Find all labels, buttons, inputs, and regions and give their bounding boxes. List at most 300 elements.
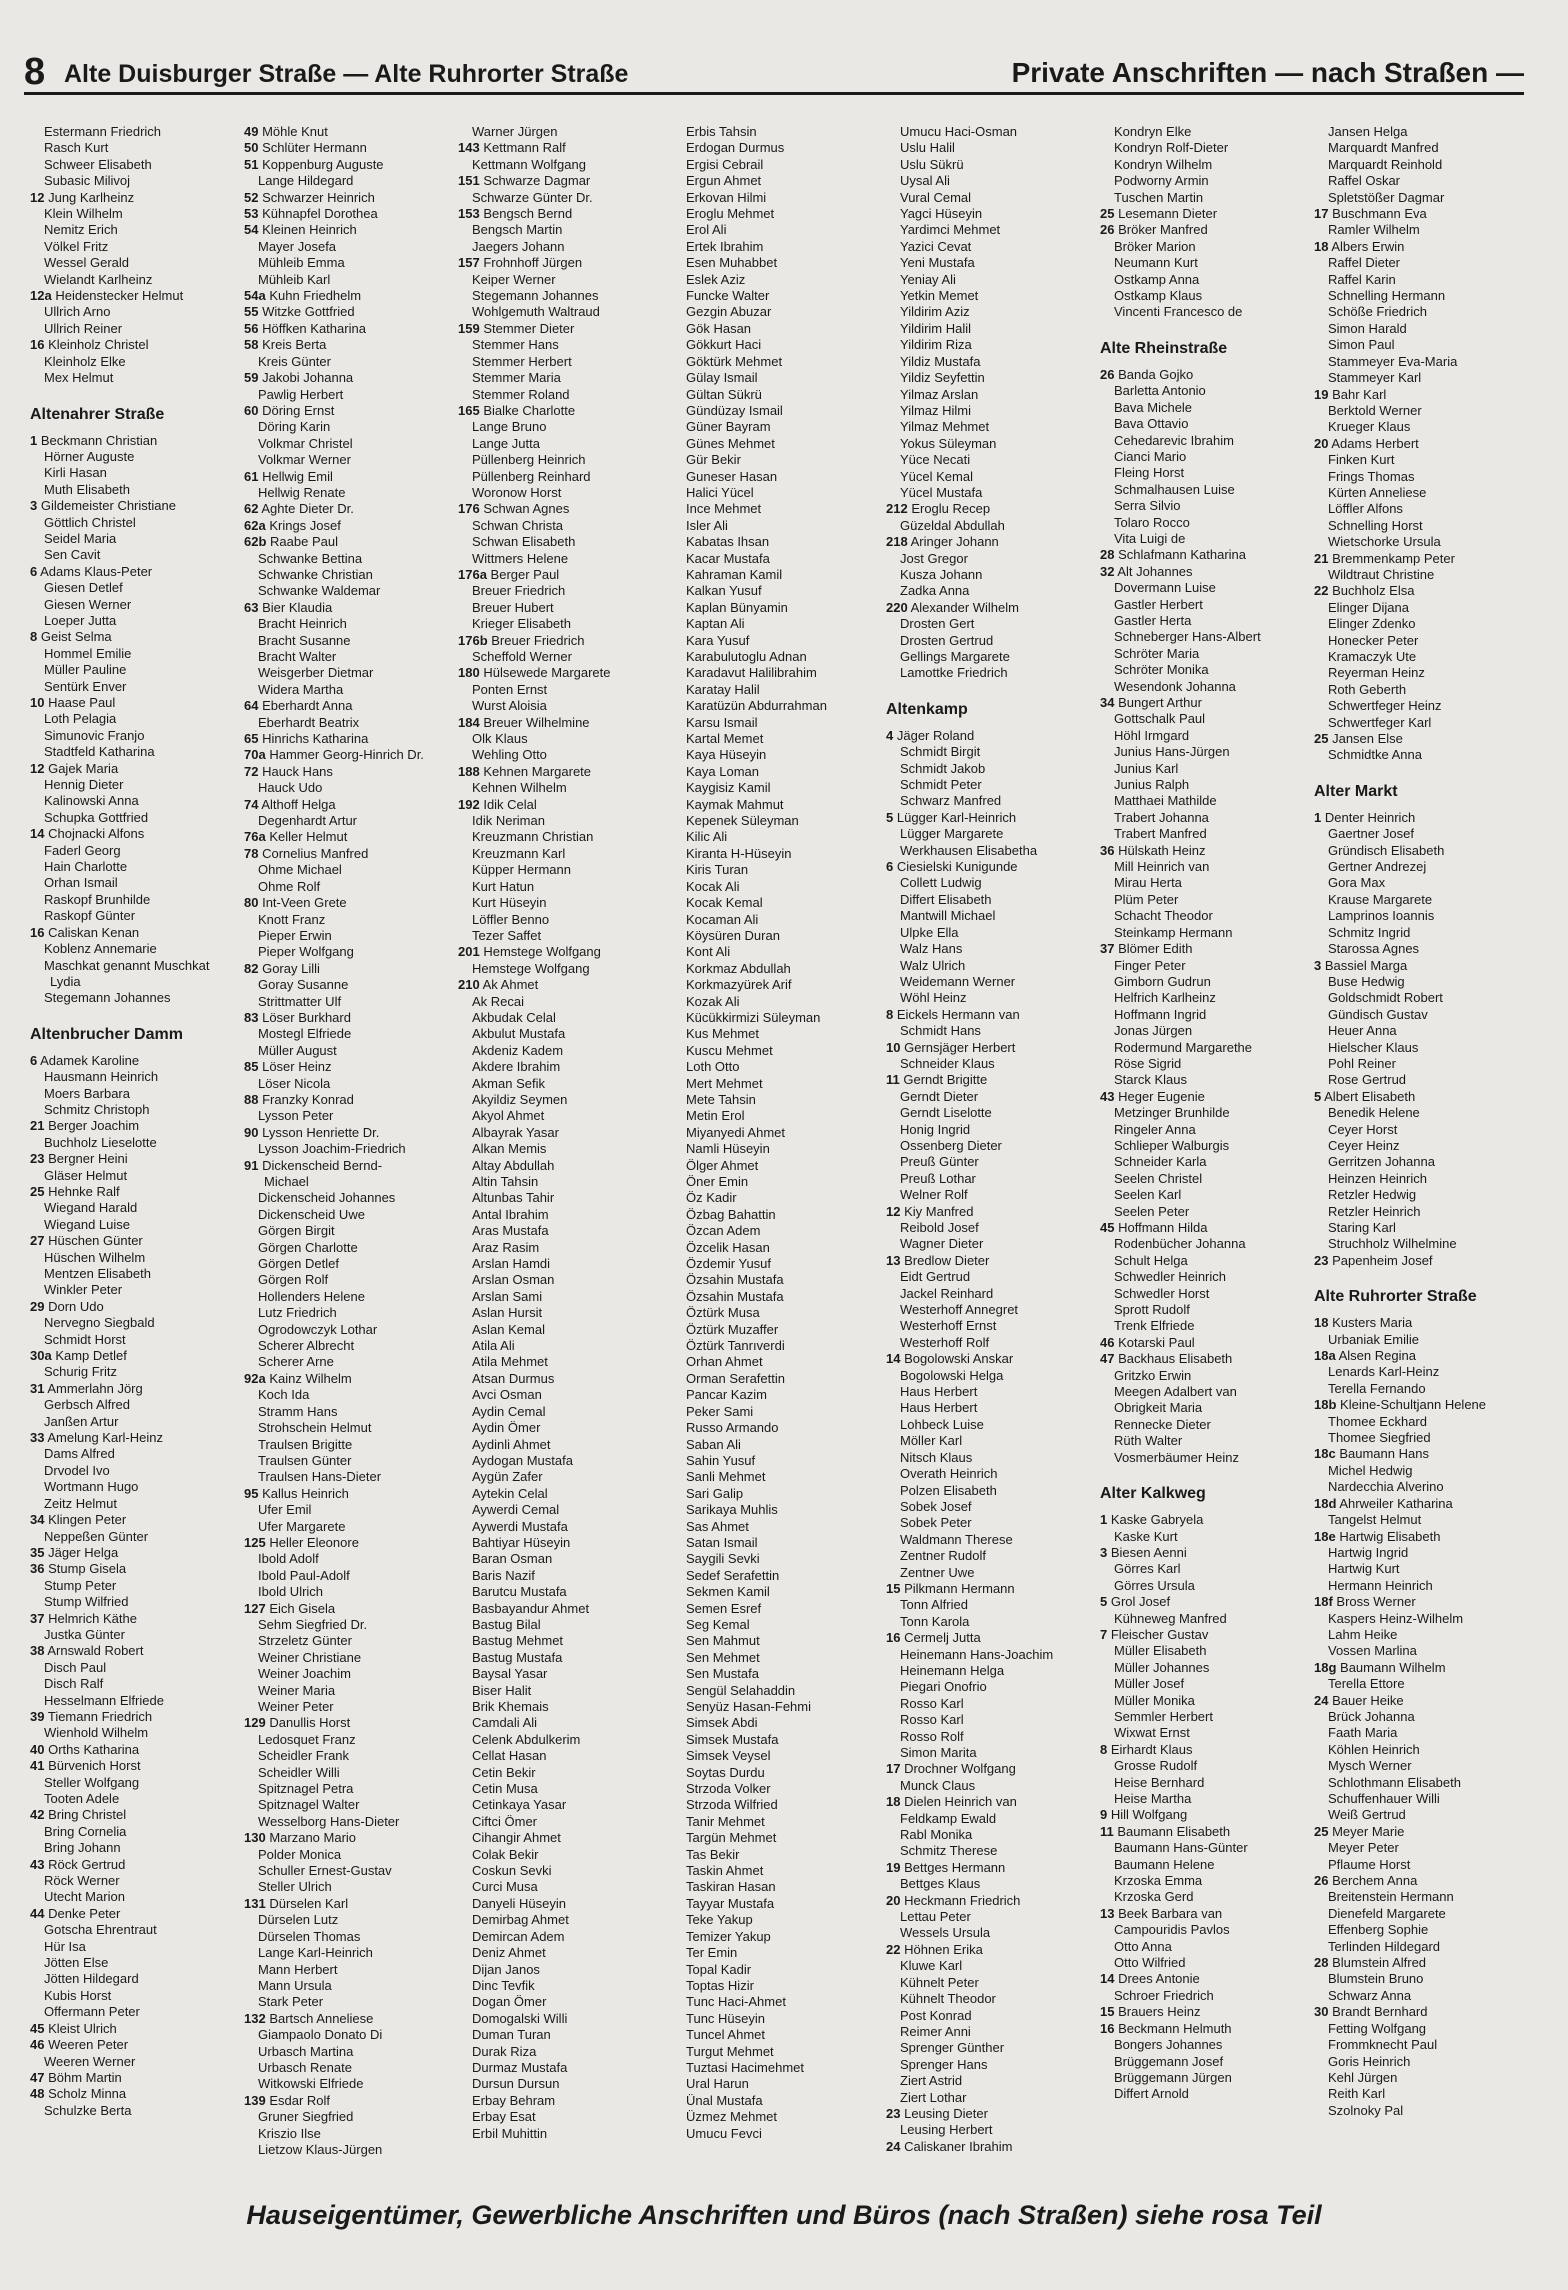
resident-name: Mayer Josefa xyxy=(258,238,337,254)
directory-entry xyxy=(672,222,886,238)
directory-entry xyxy=(244,1420,458,1436)
directory-entry xyxy=(886,843,1100,859)
resident-name: Dursun Dursun xyxy=(472,2076,560,2092)
resident-name: Bier Klaudia xyxy=(262,599,333,615)
directory-entry xyxy=(458,1387,672,1403)
resident-name: Bogolowski Anskar xyxy=(904,1351,1014,1367)
directory-entry xyxy=(886,1286,1100,1302)
resident-name: Görgen Birgit xyxy=(258,1223,335,1239)
resident-name: Yücel Mustafa xyxy=(900,484,983,500)
directory-entry xyxy=(458,1354,672,1370)
directory-entry xyxy=(1100,810,1314,826)
directory-entry xyxy=(672,1092,886,1108)
directory-entry xyxy=(458,1666,672,1682)
directory-entry xyxy=(1314,1122,1528,1138)
directory-entry xyxy=(30,2086,244,2102)
house-number: 76a xyxy=(244,829,266,845)
resident-name: Piegari Onofrio xyxy=(900,1679,987,1695)
directory-entry xyxy=(1314,859,1528,875)
directory-entry xyxy=(1314,567,1528,583)
directory-entry xyxy=(458,633,672,649)
resident-name: Pieper Wolfgang xyxy=(258,944,354,960)
directory-entry xyxy=(1100,124,1314,140)
directory-entry xyxy=(244,255,458,271)
resident-name: Traulsen Brigitte xyxy=(258,1436,353,1452)
directory-entry xyxy=(1100,1709,1314,1725)
directory-entry xyxy=(1314,173,1528,189)
resident-name: Stump Wilfried xyxy=(44,1594,129,1610)
house-number: 14 xyxy=(30,826,45,842)
resident-name: Yilmaz Hilmi xyxy=(900,402,972,418)
resident-name: Breuer Friedrich xyxy=(472,583,566,599)
resident-name: Orhan Ahmet xyxy=(686,1354,763,1370)
directory-entry xyxy=(458,1174,672,1190)
resident-name: Hartwig Ingrid xyxy=(1328,1544,1409,1560)
directory-entry xyxy=(886,583,1100,599)
directory-entry xyxy=(244,206,458,222)
resident-name: Kluwe Karl xyxy=(900,1958,963,1974)
resident-name: Ibold Ulrich xyxy=(258,1584,324,1600)
resident-name: Akbulut Mustafa xyxy=(472,1026,566,1042)
directory-entry xyxy=(458,255,672,271)
resident-name: Erbay Esat xyxy=(472,2109,536,2125)
directory-entry xyxy=(458,1650,672,1666)
directory-entry xyxy=(1100,1171,1314,1187)
directory-entry xyxy=(30,1643,244,1659)
directory-entry xyxy=(886,1876,1100,1892)
resident-name: Tangelst Helmut xyxy=(1328,1512,1422,1528)
resident-name: Krueger Klaus xyxy=(1328,419,1411,435)
directory-entry xyxy=(1100,1122,1314,1138)
resident-name: Drosten Gertrud xyxy=(900,632,994,648)
street-heading: Altenahrer Straße xyxy=(30,405,165,423)
resident-name: Starossa Agnes xyxy=(1328,941,1420,957)
directory-entry xyxy=(672,1568,886,1584)
resident-name: Schacht Theodor xyxy=(1114,908,1213,924)
resident-name: Stemmer Herbert xyxy=(472,353,572,369)
resident-name: Bauer Heike xyxy=(1332,1692,1404,1708)
directory-entry xyxy=(30,629,244,645)
resident-name: Kaspers Heinz-Wilhelm xyxy=(1328,1610,1464,1626)
directory-entry xyxy=(244,124,458,140)
directory-entry xyxy=(672,2011,886,2027)
directory-entry xyxy=(244,1453,458,1469)
directory-entry xyxy=(1100,1643,1314,1659)
directory-entry xyxy=(458,419,672,435)
resident-name: Russo Armando xyxy=(686,1420,779,1436)
house-number: 11 xyxy=(886,1072,900,1088)
resident-name: Tas Bekir xyxy=(686,1846,740,1862)
directory-entry xyxy=(30,711,244,727)
house-number: 15 xyxy=(886,1580,901,1596)
resident-name: Pohl Reiner xyxy=(1328,1055,1396,1071)
directory-entry xyxy=(672,912,886,928)
resident-name: Stemmer Roland xyxy=(472,386,570,402)
house-number: 48 xyxy=(30,2086,45,2102)
directory-entry xyxy=(1314,1791,1528,1807)
resident-name: Pflaume Horst xyxy=(1328,1856,1411,1872)
directory-entry xyxy=(458,1404,672,1420)
resident-name: Schneider Klaus xyxy=(900,1055,995,1071)
resident-name: Ziert Lothar xyxy=(900,2089,967,2105)
resident-name: Erbis Tahsin xyxy=(686,124,757,139)
resident-name: Mysch Werner xyxy=(1328,1758,1412,1774)
resident-name: Namli Hüseyin xyxy=(686,1141,770,1157)
resident-name: Müller Pauline xyxy=(44,662,127,678)
resident-name: Heise Martha xyxy=(1114,1791,1192,1806)
directory-entry xyxy=(1314,990,1528,1006)
directory-entry xyxy=(672,1420,886,1436)
resident-name: Heger Eugenie xyxy=(1118,1088,1205,1104)
resident-name: Özcelik Hasan xyxy=(686,1239,770,1255)
directory-entry xyxy=(1100,157,1314,173)
house-number: 64 xyxy=(244,698,259,714)
directory-entry xyxy=(244,1240,458,1256)
directory-entry xyxy=(244,1272,458,1288)
resident-name: Hellwig Renate xyxy=(258,484,346,500)
directory-entry xyxy=(244,944,458,960)
directory-entry xyxy=(672,1617,886,1633)
directory-entry xyxy=(886,1154,1100,1170)
house-number: 60 xyxy=(244,402,259,418)
directory-entry xyxy=(672,469,886,485)
resident-name: Seg Kemal xyxy=(686,1616,750,1632)
directory-entry xyxy=(672,140,886,156)
resident-name: Sengül Selahaddin xyxy=(686,1682,796,1698)
resident-name: Rasch Kurt xyxy=(44,140,109,156)
directory-entry xyxy=(30,1299,244,1315)
resident-name: Wessels Ursula xyxy=(900,1925,991,1941)
house-number: 82 xyxy=(244,960,259,976)
resident-name: Marzano Mario xyxy=(269,1830,357,1846)
resident-name: Goray Susanne xyxy=(258,977,349,993)
directory-entry xyxy=(1314,534,1528,550)
resident-name: Soytas Durdu xyxy=(686,1764,765,1780)
resident-name: Erbil Muhittin xyxy=(472,2125,548,2141)
directory-entry xyxy=(458,567,672,583)
directory-entry xyxy=(244,698,458,714)
directory-entry xyxy=(30,1693,244,1709)
resident-name: Weiner Joachim xyxy=(258,1666,351,1682)
directory-entry xyxy=(30,482,244,498)
resident-name: Stammeyer Karl xyxy=(1328,370,1422,386)
directory-entry xyxy=(672,1371,886,1387)
resident-name: Raffel Dieter xyxy=(1328,255,1401,271)
resident-name: Gerritzen Johanna xyxy=(1328,1154,1435,1170)
resident-name: Güner Bayram xyxy=(686,419,771,435)
directory-entry xyxy=(244,370,458,386)
directory-entry xyxy=(30,124,244,140)
resident-name: Lysson Peter xyxy=(258,1108,334,1124)
resident-name: Differt Arnold xyxy=(1114,2086,1189,2102)
resident-name: Yildirim Riza xyxy=(900,337,972,353)
resident-name: Lange Bruno xyxy=(472,419,547,435)
resident-name: Eroglu Recep xyxy=(911,501,991,517)
resident-name: Löffler Alfons xyxy=(1328,501,1403,517)
directory-entry xyxy=(1100,908,1314,924)
house-number: 40 xyxy=(30,1741,45,1757)
resident-name: Teke Yakup xyxy=(686,1912,753,1928)
directory-entry xyxy=(1314,600,1528,616)
resident-name: Denter Heinrich xyxy=(1324,809,1416,825)
resident-name: Estermann Friedrich xyxy=(44,124,162,139)
directory-entry xyxy=(672,1338,886,1354)
directory-entry xyxy=(244,551,458,567)
directory-entry xyxy=(886,1581,1100,1597)
directory-entry xyxy=(886,1400,1100,1416)
directory-entry xyxy=(458,1797,672,1813)
resident-name: Gastler Herbert xyxy=(1114,596,1203,612)
directory-entry xyxy=(458,1502,672,1518)
resident-name: Raskopf Brunhilde xyxy=(44,891,151,907)
resident-name: Karatüzün Abdurrahman xyxy=(686,698,827,714)
directory-entry xyxy=(1314,1007,1528,1023)
house-number: 125 xyxy=(244,1534,266,1550)
house-number: 7 xyxy=(1100,1626,1108,1642)
directory-entry xyxy=(886,1778,1100,1794)
house-number: 34 xyxy=(1100,695,1115,710)
resident-name: Berchem Anna xyxy=(1332,1873,1418,1889)
resident-name: Löser Burkhard xyxy=(262,1009,351,1025)
house-number: 55 xyxy=(244,304,259,320)
house-number: 58 xyxy=(244,337,259,353)
directory-entry xyxy=(30,941,244,957)
directory-entry xyxy=(672,583,886,599)
resident-name: Eslek Aziz xyxy=(686,271,746,287)
house-number: 43 xyxy=(1100,1088,1115,1104)
directory-entry xyxy=(1100,1023,1314,1039)
directory-entry xyxy=(886,1745,1100,1761)
resident-name: Kiy Manfred xyxy=(904,1203,974,1219)
resident-name: Erdogan Durmus xyxy=(686,140,785,156)
resident-name: Disch Paul xyxy=(44,1659,107,1675)
directory-entry xyxy=(244,419,458,435)
resident-name: Yilmaz Mehmet xyxy=(900,419,990,435)
resident-name: Steller Wolfgang xyxy=(44,1774,140,1790)
directory-entry xyxy=(1314,1611,1528,1627)
house-number: 180 xyxy=(458,665,480,681)
resident-name: Mirau Herta xyxy=(1114,875,1182,891)
resident-name: Dickenscheid Uwe xyxy=(258,1206,365,1222)
resident-name: Orman Serafettin xyxy=(686,1370,785,1386)
resident-name: Idik Neriman xyxy=(472,813,545,829)
resident-name: Hielscher Klaus xyxy=(1328,1039,1419,1055)
resident-name: Lysson Joachim-Friedrich xyxy=(258,1141,406,1157)
directory-entry xyxy=(1100,1545,1314,1561)
resident-name: Weeren Peter xyxy=(48,2037,129,2053)
directory-entry xyxy=(30,1627,244,1643)
resident-name: Gellings Margarete xyxy=(900,649,1010,664)
house-number: 21 xyxy=(30,1118,45,1134)
resident-name: Baumann Hans xyxy=(1339,1446,1429,1462)
directory-entry xyxy=(30,1709,244,1725)
resident-name: Seelen Christel xyxy=(1114,1170,1203,1186)
resident-name: Isler Ali xyxy=(686,517,728,533)
resident-name: Kühneweg Manfred xyxy=(1114,1610,1227,1626)
resident-name: Atila Ali xyxy=(472,1338,515,1354)
directory-entry xyxy=(1100,1627,1314,1643)
resident-name: Yazici Cevat xyxy=(900,238,972,254)
resident-name: Lettau Peter xyxy=(900,1909,971,1925)
resident-name: Eberhardt Anna xyxy=(262,698,353,714)
directory-entry xyxy=(1100,1922,1314,1938)
directory-entry xyxy=(886,1433,1100,1449)
resident-name: Hammer Georg-Hinrich Dr. xyxy=(269,747,424,763)
directory-entry xyxy=(886,140,1100,156)
resident-name: Cetinkaya Yasar xyxy=(472,1797,567,1813)
resident-name: Bava Ottavio xyxy=(1114,416,1189,432)
house-number: 26 xyxy=(1314,1873,1329,1889)
resident-name: Ullrich Arno xyxy=(44,304,111,320)
directory-entry xyxy=(1100,1138,1314,1154)
directory-entry xyxy=(672,1026,886,1042)
resident-name: Rosso Karl xyxy=(900,1695,964,1711)
directory-entry xyxy=(458,1141,672,1157)
resident-name: Löffler Benno xyxy=(472,911,550,927)
resident-name: Püllenberg Heinrich xyxy=(472,452,586,468)
directory-entry xyxy=(886,810,1100,826)
resident-name: Pancar Kazim xyxy=(686,1387,767,1403)
directory-entry xyxy=(458,1683,672,1699)
directory-entry xyxy=(244,2044,458,2060)
directory-entry xyxy=(244,1814,458,1830)
resident-name: Meyer Peter xyxy=(1328,1840,1399,1856)
resident-name: Löser Heinz xyxy=(262,1059,332,1075)
resident-name: Yüce Necati xyxy=(900,452,971,468)
directory-entry xyxy=(1314,1220,1528,1236)
resident-name: Kettmann Wolfgang xyxy=(472,156,586,172)
house-number: 50 xyxy=(244,140,259,156)
directory-entry xyxy=(1100,695,1314,711)
resident-name: Grol Josef xyxy=(1110,1594,1171,1610)
resident-name: Görgen Detlef xyxy=(258,1256,339,1272)
resident-name: Schlafmann Katharina xyxy=(1118,547,1247,563)
directory-entry xyxy=(30,1217,244,1233)
resident-name: Sehm Siegfried Dr. xyxy=(258,1616,368,1632)
directory-entry xyxy=(1100,1204,1314,1220)
resident-name: Buschmann Eva xyxy=(1332,206,1427,222)
house-number: 88 xyxy=(244,1091,259,1107)
directory-entry xyxy=(672,747,886,763)
directory-entry xyxy=(458,1010,672,1026)
house-number: 10 xyxy=(30,695,45,710)
directory-entry xyxy=(458,354,672,370)
resident-name: Vosmerbäumer Heinz xyxy=(1114,1449,1239,1465)
directory-entry xyxy=(1314,1397,1528,1413)
directory-entry xyxy=(886,2040,1100,2056)
resident-name: Schwarze Günter Dr. xyxy=(472,189,593,205)
directory-entry xyxy=(1314,1072,1528,1088)
resident-name: Lügger Margarete xyxy=(900,826,1004,842)
directory-entry xyxy=(458,1092,672,1108)
resident-name: Jost Gregor xyxy=(900,550,968,566)
directory-entry xyxy=(30,1102,244,1118)
resident-name: Schröter Monika xyxy=(1114,662,1209,678)
house-number: 36 xyxy=(1100,842,1115,858)
street-range-title: Alte Duisburger Straße — Alte Ruhrorter Straße xyxy=(64,60,629,88)
resident-name: Baumann Helene xyxy=(1114,1856,1215,1872)
resident-name: Ibold Adolf xyxy=(258,1551,319,1567)
directory-entry xyxy=(30,1348,244,1364)
resident-name: Degenhardt Artur xyxy=(258,813,358,829)
directory-entry xyxy=(458,813,672,829)
resident-name: Urbasch Renate xyxy=(258,2059,352,2075)
directory-entry xyxy=(1100,2054,1314,2070)
directory-entry xyxy=(886,2139,1100,2155)
resident-name: Cihangir Ahmet xyxy=(472,1830,561,1846)
resident-name: Strohschein Helmut xyxy=(258,1420,372,1436)
resident-name: Durak Riza xyxy=(472,2043,537,2059)
resident-name: Bava Michele xyxy=(1114,399,1193,415)
house-number: 157 xyxy=(458,255,480,271)
directory-entry xyxy=(30,793,244,809)
directory-entry xyxy=(886,2106,1100,2122)
directory-entry xyxy=(30,515,244,531)
directory-entry xyxy=(1100,255,1314,271)
resident-name: Stump Peter xyxy=(44,1577,117,1593)
resident-name: Kuscu Mehmet xyxy=(686,1042,773,1058)
resident-name: Wittmers Helene xyxy=(472,550,569,566)
resident-name: Böhm Martin xyxy=(48,2069,122,2085)
resident-name: Adams Herbert xyxy=(1331,435,1419,451)
directory-entry xyxy=(1100,1253,1314,1269)
resident-name: Kallus Heinrich xyxy=(262,1485,349,1501)
resident-name: Dürselen Karl xyxy=(269,1895,349,1911)
directory-entry xyxy=(458,1043,672,1059)
directory-entry xyxy=(672,2126,886,2142)
directory-entry xyxy=(1314,1988,1528,2004)
directory-entry xyxy=(1100,1269,1314,1285)
resident-name: Krzoska Gerd xyxy=(1114,1889,1194,1905)
house-number: 131 xyxy=(244,1895,266,1911)
directory-entry xyxy=(1314,370,1528,386)
directory-entry xyxy=(672,1732,886,1748)
directory-entry xyxy=(672,1797,886,1813)
directory-entry xyxy=(1100,288,1314,304)
directory-entry xyxy=(672,1108,886,1124)
resident-name: Walz Hans xyxy=(900,941,963,957)
directory-entry xyxy=(886,1056,1100,1072)
directory-entry xyxy=(886,793,1100,809)
directory-entry xyxy=(886,1236,1100,1252)
resident-name: Ölger Ahmet xyxy=(686,1157,759,1173)
resident-name: Leusing Dieter xyxy=(904,2105,988,2121)
directory-entry xyxy=(886,761,1100,777)
resident-name: Benedik Helene xyxy=(1328,1105,1420,1121)
directory-entry xyxy=(458,1453,672,1469)
resident-name: Aras Mustafa xyxy=(472,1223,549,1239)
resident-name: Püllenberg Reinhard xyxy=(472,468,591,484)
directory-entry xyxy=(458,1912,672,1928)
resident-name: Reyerman Heinz xyxy=(1328,665,1425,681)
resident-name: Jäger Helga xyxy=(48,1544,119,1560)
directory-entry xyxy=(458,1305,672,1321)
resident-name: Cianci Mario xyxy=(1114,448,1187,464)
directory-entry xyxy=(458,436,672,452)
directory-column-1 xyxy=(30,124,244,2164)
directory-entry xyxy=(1314,1693,1528,1709)
directory-entry xyxy=(672,1929,886,1945)
resident-name: Loeper Jutta xyxy=(44,612,117,628)
resident-name: Targün Mehmet xyxy=(686,1830,777,1846)
directory-entry xyxy=(672,1305,886,1321)
resident-name: Kaske Gabryela xyxy=(1110,1512,1204,1528)
resident-name: Polder Monica xyxy=(258,1846,342,1862)
resident-name: Knott Franz xyxy=(258,911,326,927)
directory-entry xyxy=(1314,518,1528,534)
directory-entry xyxy=(886,1565,1100,1581)
resident-name: Jonas Jürgen xyxy=(1114,1023,1193,1039)
